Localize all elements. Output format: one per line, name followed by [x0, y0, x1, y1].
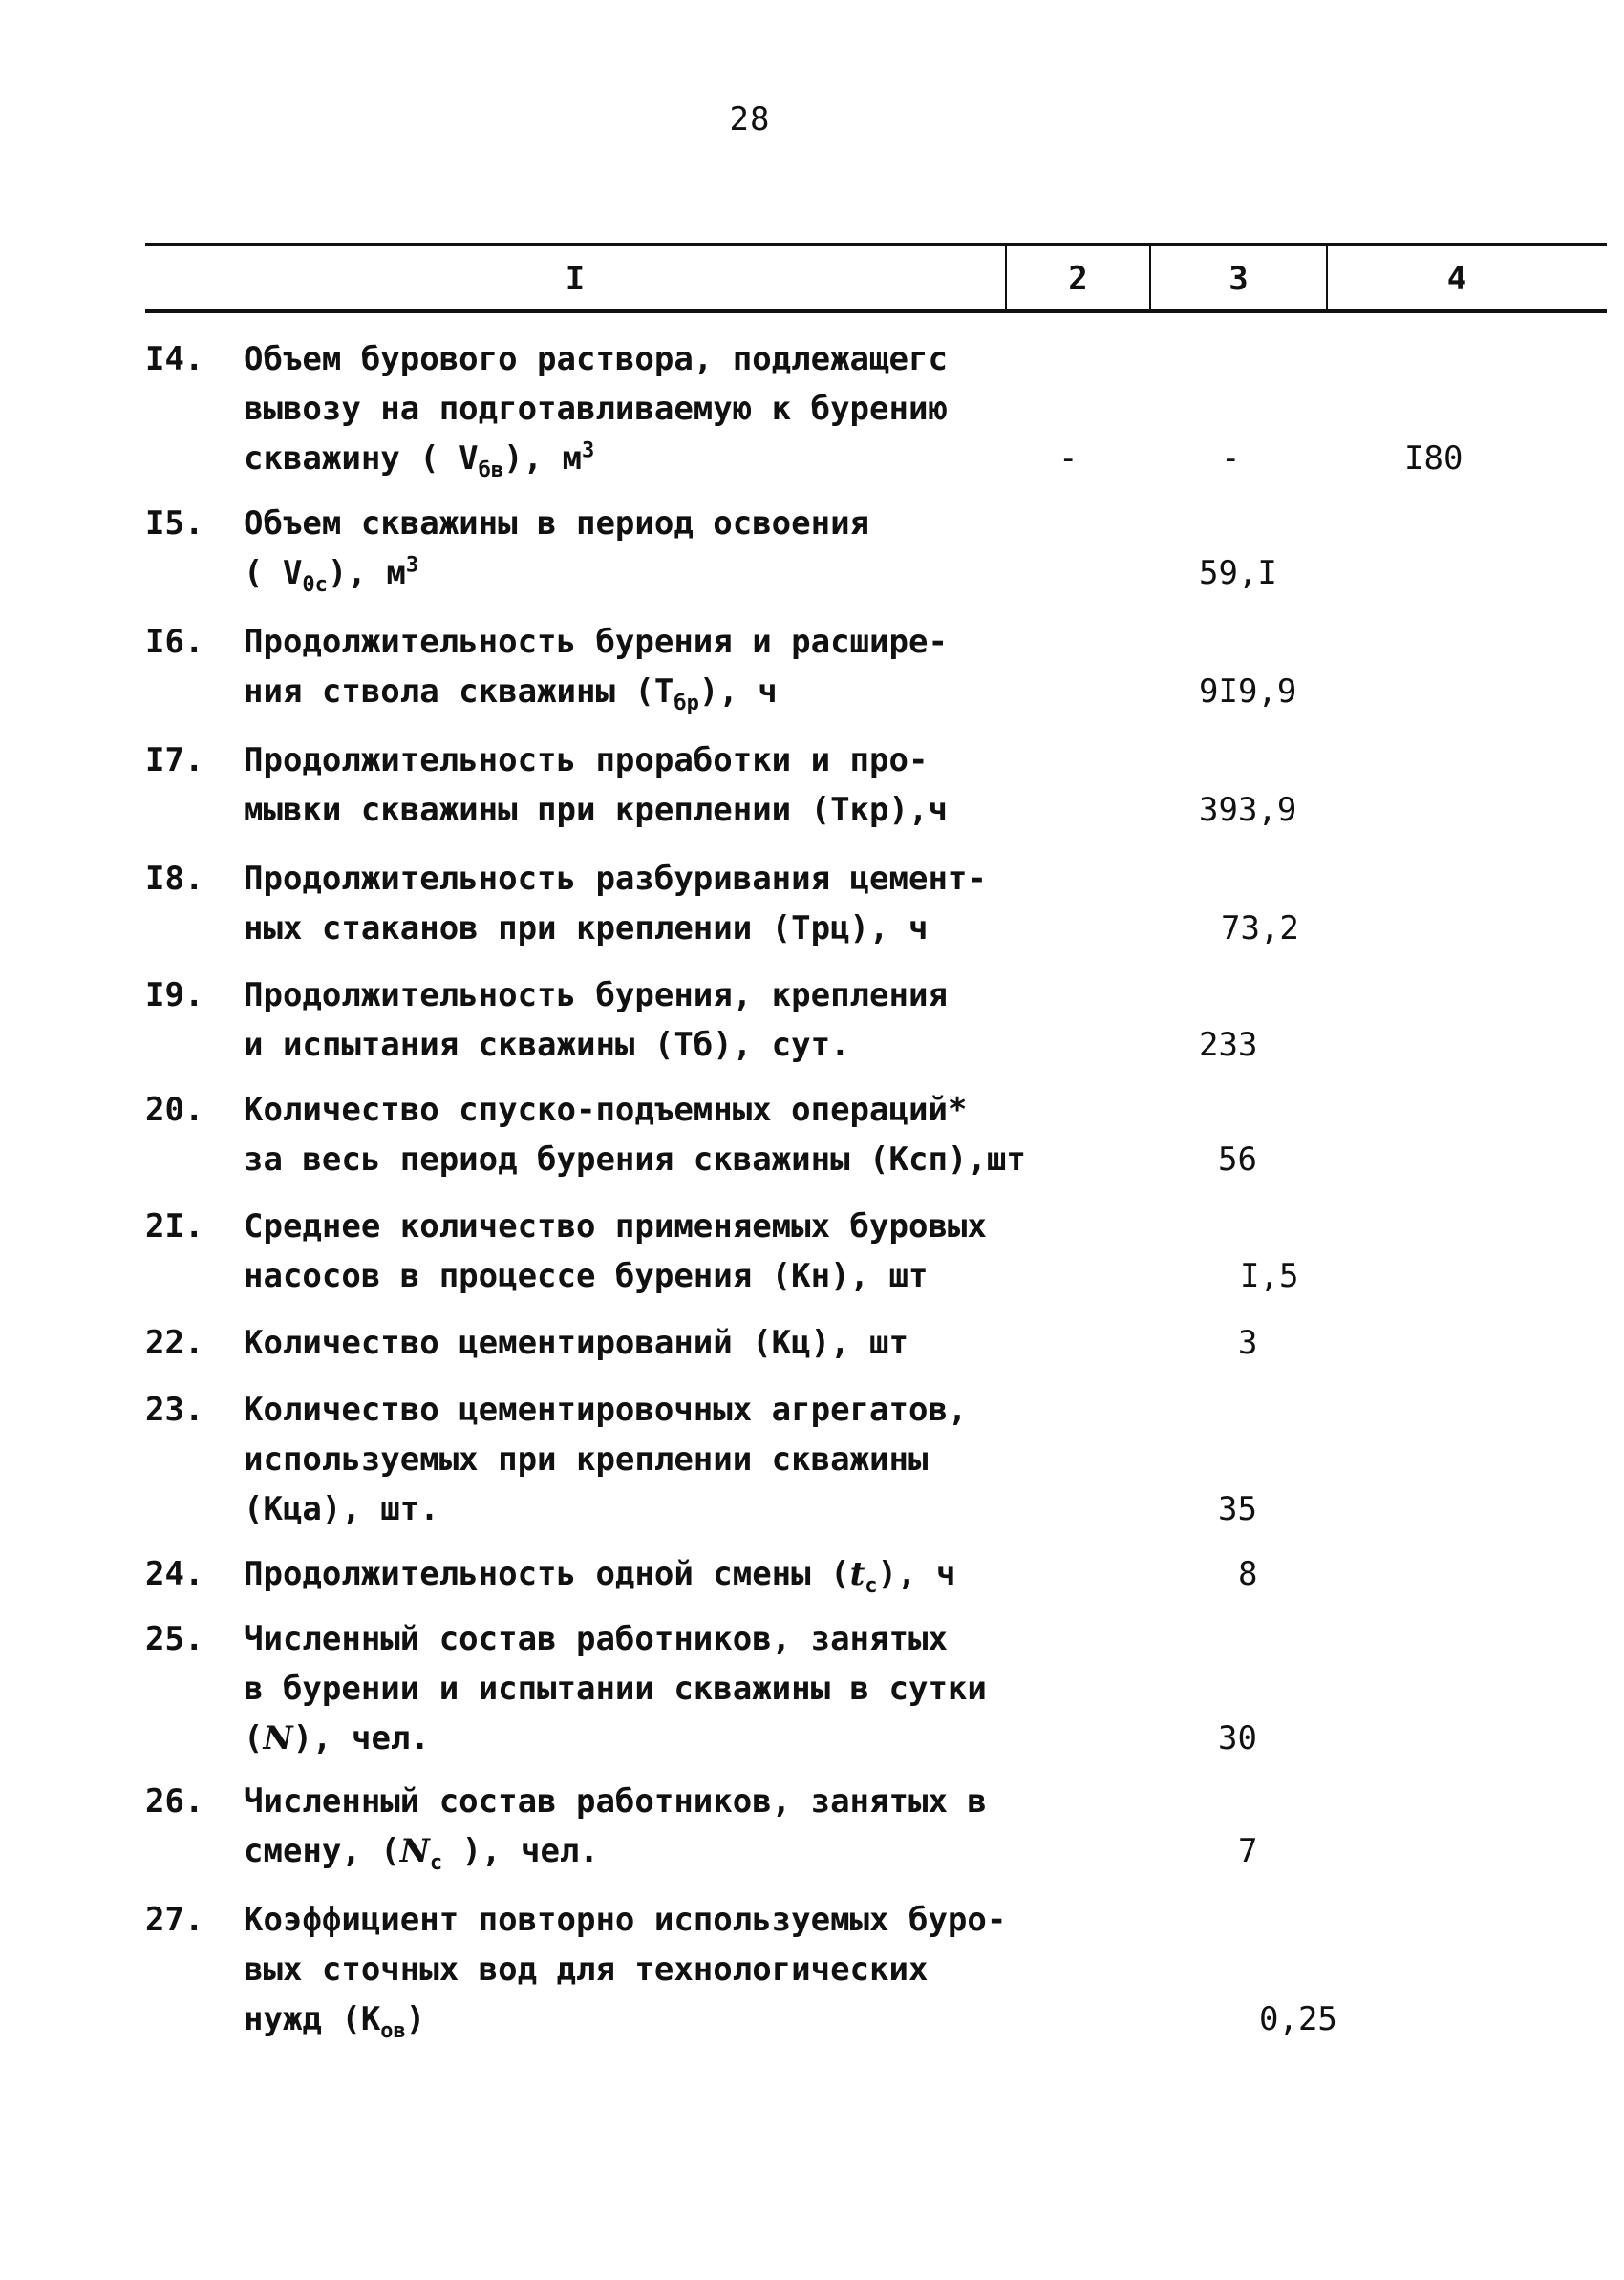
- col3-value: 73,2: [1221, 909, 1299, 948]
- row-number: I9.: [145, 976, 204, 1014]
- row-number: I8.: [145, 860, 204, 898]
- row-text: Среднее количество применяемых буровых насосов в процессе бурения (Кн), шт: [244, 1207, 987, 1295]
- row-number: I7.: [145, 741, 204, 779]
- row-number: 24.: [145, 1555, 204, 1593]
- row-text: Продолжительность проработки и про- мывки скважины при креплении (Ткр),ч: [244, 741, 948, 829]
- header-bottom-rule: [145, 309, 1607, 313]
- col3-value: 35: [1218, 1490, 1257, 1528]
- col3-value: 3: [1238, 1324, 1258, 1362]
- col3-value: 30: [1218, 1719, 1257, 1758]
- row-text: Численный состав работников, занятых в смену, ($N_c$ ), чел.: [244, 1782, 987, 1875]
- row-text: Продолжительность разбуривания цемент- ных стаканов при креплении (Трц), ч: [244, 860, 987, 948]
- col3-value: I,5: [1240, 1257, 1299, 1295]
- row-text: Численный состав работников, занятых в бурении и испытании скважины в сутки (N), чел.: [244, 1620, 987, 1758]
- row-number: 27.: [145, 1901, 204, 1939]
- row-text: Продолжительность бурения и расшире- ния ствола скважины $(Т_{бр})$, ч: [244, 623, 948, 715]
- row-text: Продолжительность бурения, крепления и испытания скважины (Тб), сут.: [244, 976, 948, 1064]
- row-number: 2I.: [145, 1207, 204, 1246]
- row-number: 26.: [145, 1782, 204, 1821]
- row-text: Объем бурового раствора, подлежащегс вывозу на подготавливаемую к бурению скважину ( $V_{бв}$), $м^3$: [244, 340, 948, 482]
- row-text: Коэффициент повторно используемых буро- вых сточных вод для технологических нужд $(К_{ов})$: [244, 1901, 1007, 2043]
- col3-value: 0,25: [1259, 2000, 1337, 2038]
- col3-value: -: [1221, 439, 1241, 478]
- header-col-2: 2: [1068, 260, 1088, 298]
- col2-value: -: [1058, 439, 1079, 478]
- col3-value: 9I9,9: [1199, 672, 1297, 711]
- row-text: Количество цементирований (Кц), шт: [244, 1324, 908, 1362]
- row-text: Продолжительность одной смены $(t_c)$, ч: [244, 1555, 956, 1598]
- row-number: 25.: [145, 1620, 204, 1658]
- col3-value: 393,9: [1199, 791, 1297, 829]
- row-text: Объем скважины в период освоения ( $V_{0с}$), $м^3$: [244, 504, 870, 597]
- row-text: Количество цементировочных агрегатов, используемых при креплении скважины (Кца), шт.: [244, 1391, 968, 1528]
- header-col-1: I: [565, 260, 586, 298]
- col3-value: 233: [1199, 1026, 1258, 1064]
- row-text: Количество спуско-подъемных операций* за весь период бурения скважины (Ксп),шт: [244, 1091, 1026, 1179]
- row-number: 22.: [145, 1324, 204, 1362]
- header-col-3: 3: [1229, 260, 1249, 298]
- col3-value: 59,I: [1199, 554, 1277, 592]
- row-number: 20.: [145, 1091, 204, 1129]
- page-number: 28: [729, 100, 771, 139]
- header-col-4: 4: [1446, 260, 1467, 298]
- col4-value: I80: [1404, 439, 1464, 478]
- row-number: 23.: [145, 1391, 204, 1429]
- col3-value: 7: [1238, 1832, 1258, 1870]
- col3-value: 56: [1218, 1140, 1257, 1179]
- row-number: I4.: [145, 340, 204, 378]
- row-number: I5.: [145, 504, 204, 543]
- row-number: I6.: [145, 623, 204, 661]
- col3-value: 8: [1238, 1555, 1258, 1593]
- header-top-rule: [145, 243, 1607, 246]
